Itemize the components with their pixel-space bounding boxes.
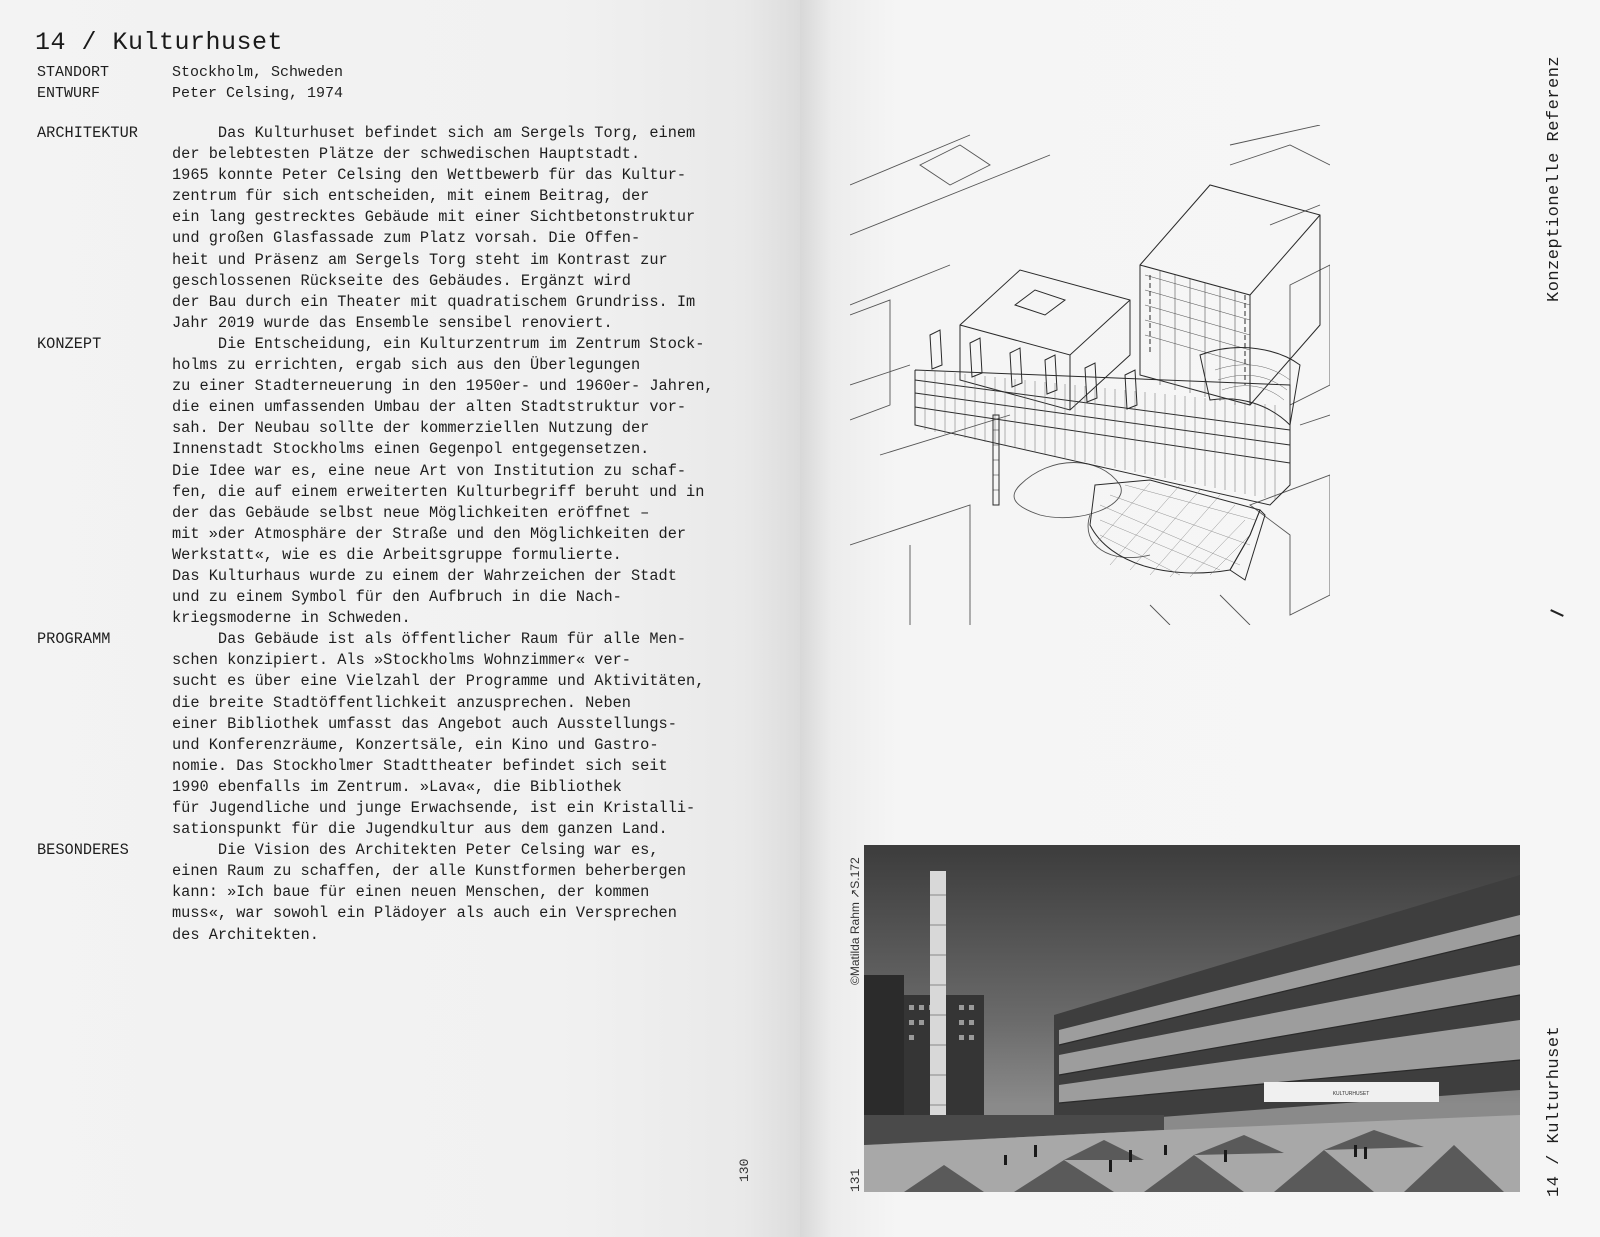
text-line: Jahr 2019 wurde das Ensemble sensibel renoviert. [172, 313, 613, 332]
section-label: ARCHITEKTUR [37, 124, 138, 142]
chapter-title-vertical: 14 / Kulturhuset [1545, 1025, 1564, 1197]
text-line: geschlossenen Rückseite des Gebäudes. Ergänzt wird [172, 271, 631, 290]
text-line: mit »der Atmosphäre der Straße und den Möglichkeiten der [172, 524, 687, 543]
text-line: und zu einem Symbol für den Aufbruch in die Nach- [172, 588, 622, 607]
text-line: und großen Glasfassade zum Platz vorsah. Die Offen- [172, 229, 641, 248]
section-body [172, 629, 757, 840]
section-body [172, 123, 757, 334]
text-line: Die Entscheidung, ein Kulturzentrum im Zentrum Stock- [172, 334, 705, 353]
text-line: heit und Präsenz am Sergels Torg steht im Kontrast zur [172, 250, 668, 269]
text-line: zentrum für sich entscheiden, mit einem Beitrag, der [172, 187, 650, 206]
text-line: schen konzipiert. Als »Stockholms Wohnzimmer« ver- [172, 651, 631, 670]
meta-value: Peter Celsing, 1974 [172, 85, 344, 102]
section-label: BESONDERES [37, 841, 129, 860]
text-line: der das Gebäude selbst neue Möglichkeiten eröffnet – [172, 503, 650, 522]
text-line: Das Kulturhaus wurde zu einem der Wahrzeichen der Stadt [172, 566, 677, 585]
text-line: sah. Der Neubau sollte der kommerziellen Nutzung der [172, 419, 650, 438]
text-line: sucht es über eine Vielzahl der Programme und Aktivitäten, [172, 672, 705, 691]
text-line: 1965 konnte Peter Celsing den Wettbewerb für das Kultur- [172, 166, 687, 185]
axonometric-drawing [850, 125, 1330, 625]
photo-credit: ©Matilda Rahm ↗S.172 [848, 857, 862, 985]
text-line: zu einer Stadterneuerung in den 1950er- und 1960er- Jahren, [172, 377, 714, 396]
text-line: nomie. Das Stockholmer Stadttheater befindet sich seit [172, 756, 668, 775]
meta-block [37, 62, 343, 104]
meta-row-standort [37, 62, 343, 83]
text-line: der belebtesten Plätze der schwedischen Hauptstadt. [172, 145, 641, 164]
section-label: PROGRAMM [37, 630, 111, 649]
plaza-photo [864, 845, 1520, 1192]
section-architektur [37, 123, 757, 334]
text-line: kann: »Ich baue für einen neuen Menschen, der kommen [172, 883, 650, 902]
text-line: die einen umfassenden Umbau der alten Stadtstruktur vor- [172, 398, 687, 417]
section-body [172, 840, 757, 945]
text-line: die breite Stadtöffentlichkeit anzusprechen. Neben [172, 693, 631, 712]
text-line: Die Idee war es, eine neue Art von Institution zu schaf- [172, 461, 687, 480]
text-line: Die Vision des Architekten Peter Celsing war es, [172, 841, 659, 860]
text-line: der Bau durch ein Theater mit quadratischem Grundriss. Im [172, 292, 696, 311]
meta-row-entwurf [37, 83, 343, 104]
page-number-left: 130 [737, 1158, 752, 1182]
section-body [172, 334, 757, 629]
meta-value: Stockholm, Schweden [172, 64, 344, 81]
text-line: Innenstadt Stockholms einen Gegenpol entgegensetzen. [172, 440, 650, 459]
text-line: fen, die auf einem erweiterten Kulturbegriff beruht und in [172, 482, 705, 501]
text-line: des Architekten. [172, 925, 319, 944]
text-line: einer Bibliothek umfasst das Angebot auch Ausstellungs- [172, 714, 677, 733]
meta-label: ENTWURF [37, 85, 101, 102]
page-title: 14 / Kulturhuset [35, 28, 284, 57]
text-line: für Jugendliche und junge Erwachsende, ist ein Kristalli- [172, 799, 696, 817]
text-line: holms zu errichten, ergab sich aus den Überlegungen [172, 356, 641, 375]
page-number-right: 131 [848, 1168, 863, 1192]
text-line: kriegsmoderne in Schweden. [172, 609, 411, 628]
section-label: KONZEPT [37, 334, 102, 353]
section-programm [37, 629, 757, 840]
section-title-vertical: Konzeptionelle Referenz [1545, 55, 1564, 302]
text-sections [37, 123, 757, 946]
text-line: einen Raum zu schaffen, der alle Kunstformen beherbergen [172, 862, 687, 881]
photo-sign-text: KULTURHUSET [1332, 1091, 1370, 1097]
text-line: 1990 ebenfalls im Zentrum. »Lava«, die Bibliothek [172, 777, 622, 796]
text-line: sationspunkt für die Jugendkultur aus dem ganzen Land. [172, 820, 668, 839]
text-line: Das Kulturhuset befindet sich am Sergels Torg, einem [172, 124, 696, 142]
text-line: Das Gebäude ist als öffentlicher Raum für alle Men- [172, 630, 687, 649]
text-line: ein lang gestrecktes Gebäude mit einer Sichtbetonstruktur [172, 208, 696, 227]
text-line: und Konferenzräume, Konzertsäle, ein Kino und Gastro- [172, 735, 659, 754]
meta-label: STANDORT [37, 64, 110, 81]
section-konzept [37, 334, 757, 629]
text-line: Werkstatt«, wie es die Arbeitsgruppe formulierte. [172, 545, 622, 564]
section-besonderes [37, 840, 757, 945]
text-line: muss«, war sowohl ein Plädoyer als auch ein Versprechen [172, 904, 677, 923]
photo-illustration [864, 845, 1520, 1192]
